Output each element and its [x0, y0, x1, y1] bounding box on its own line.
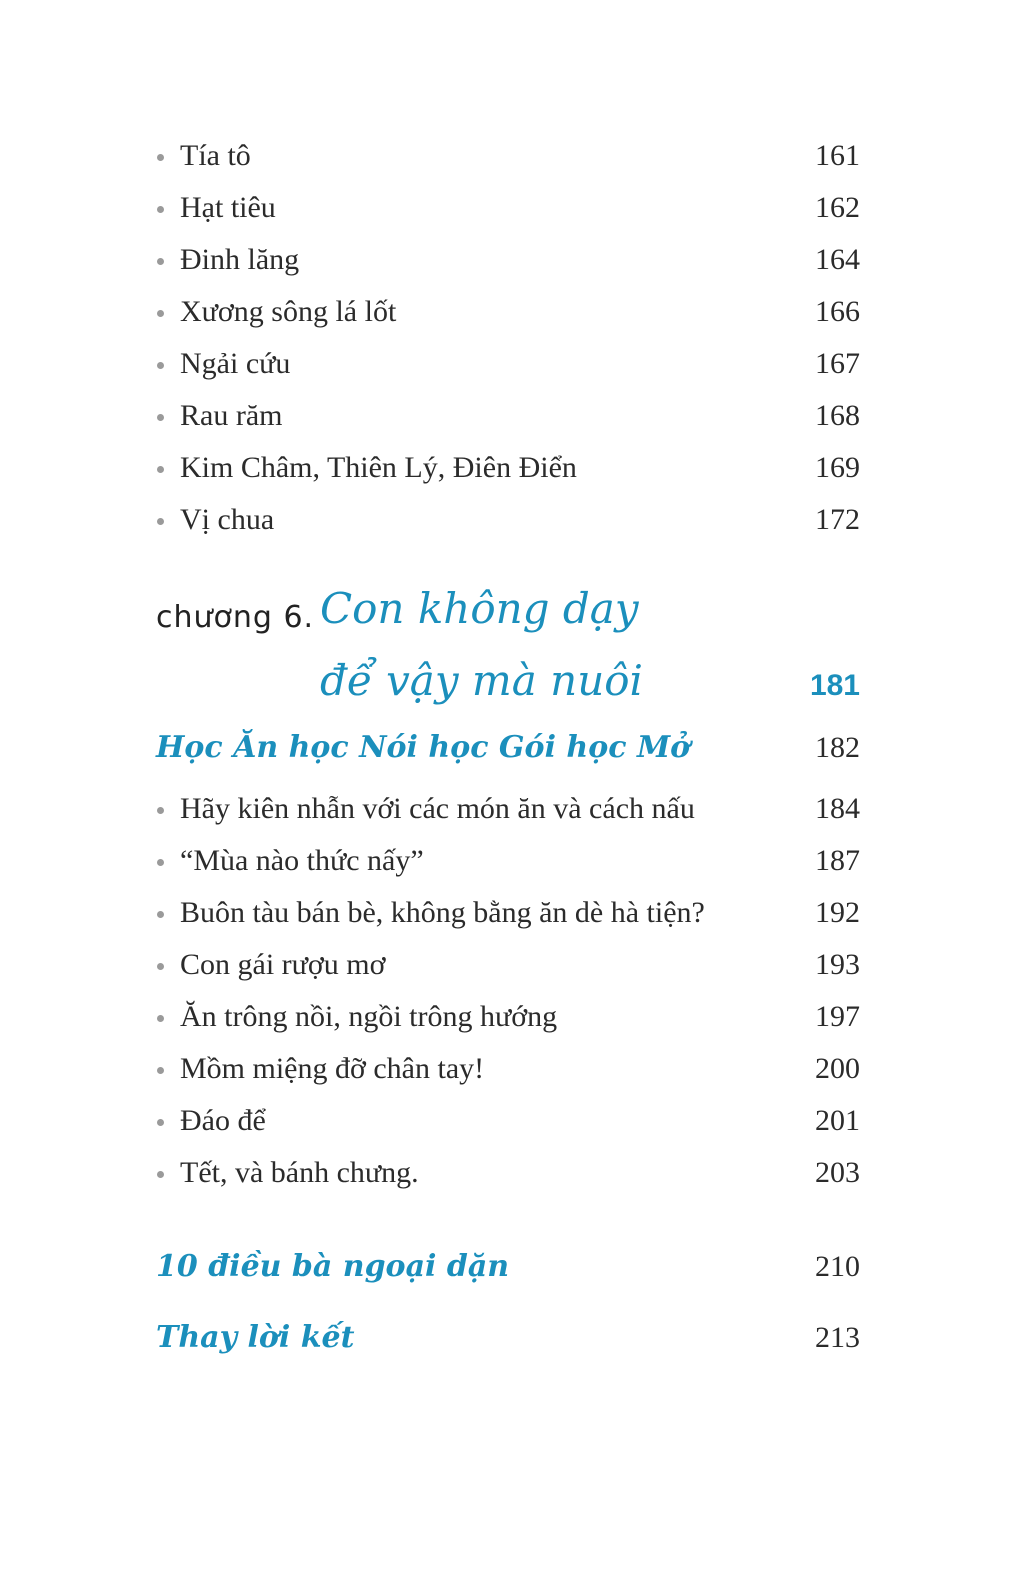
bullet-icon	[156, 390, 180, 442]
section-heading-row	[156, 1241, 860, 1293]
bullet-icon	[156, 1095, 180, 1147]
section-page: 210	[815, 1250, 860, 1283]
bullet-icon	[156, 130, 180, 182]
toc-entry-label: Đáo để	[180, 1104, 266, 1137]
bullet-icon	[156, 835, 180, 887]
toc-entry	[156, 442, 860, 494]
toc-entry-label: Đinh lăng	[180, 243, 300, 276]
section-page: 213	[815, 1321, 860, 1354]
toc-entry-label: “Mùa nào thức nấy”	[180, 844, 424, 877]
toc-entry-page: 187	[815, 844, 860, 877]
toc-entry	[156, 390, 860, 442]
bullet-icon	[156, 1147, 180, 1199]
toc-entry	[156, 1147, 860, 1199]
toc-entry	[156, 991, 860, 1043]
section-heading-row	[156, 1312, 860, 1364]
toc-entry-label: Tết, và bánh chưng.	[180, 1156, 419, 1189]
toc-entry-page: 184	[815, 792, 860, 825]
toc-entry-label: Con gái rượu mơ	[180, 948, 386, 981]
bullet-icon	[156, 939, 180, 991]
toc-entry-page: 166	[815, 295, 860, 328]
section-heading: Học Ăn học Nói học Gói học Mở	[156, 730, 691, 765]
bullet-icon	[156, 887, 180, 939]
toc-entry	[156, 130, 860, 182]
toc-entry-page: 200	[815, 1052, 860, 1085]
toc-entry-label: Buôn tàu bán bè, không bằng ăn dè hà tiện?	[180, 896, 705, 929]
toc-entry-page: 164	[815, 243, 860, 276]
chapter-title-line2: để vậy mà nuôi	[320, 656, 643, 705]
bullet-icon	[156, 1043, 180, 1095]
toc-entry-label: Hãy kiên nhẫn với các món ăn và cách nấu	[180, 792, 695, 825]
toc-entry	[156, 286, 860, 338]
section-heading: 10 điều bà ngoại dặn	[156, 1249, 510, 1284]
toc-entry	[156, 835, 860, 887]
toc-entry	[156, 1095, 860, 1147]
bullet-icon	[156, 286, 180, 338]
toc-entry-label: Ăn trông nồi, ngồi trông hướng	[180, 1000, 558, 1033]
toc-entry-label: Mồm miệng đỡ chân tay!	[180, 1052, 485, 1085]
toc-entry	[156, 494, 860, 546]
toc-entry-page: 167	[815, 347, 860, 380]
toc-entry-page: 192	[815, 896, 860, 929]
toc-entry	[156, 783, 860, 835]
toc-entry	[156, 182, 860, 234]
section-heading-row	[156, 722, 860, 774]
toc-entry-label: Hạt tiêu	[180, 191, 276, 224]
toc-entry-label: Rau răm	[180, 399, 283, 432]
bullet-icon	[156, 442, 180, 494]
toc-entry-page: 197	[815, 1000, 860, 1033]
toc-entry	[156, 939, 860, 991]
bullet-icon	[156, 991, 180, 1043]
toc-entry	[156, 234, 860, 286]
toc-entry-page: 161	[815, 139, 860, 172]
toc-entry	[156, 1043, 860, 1095]
toc-entry-page: 169	[815, 451, 860, 484]
chapter-prefix: chương 6.	[156, 600, 315, 635]
toc-entry-label: Tía tô	[180, 139, 251, 172]
bullet-icon	[156, 182, 180, 234]
toc-entry-page: 201	[815, 1104, 860, 1137]
toc-entry-page: 162	[815, 191, 860, 224]
toc-entry-label: Vị chua	[180, 503, 275, 536]
bullet-icon	[156, 783, 180, 835]
toc-entry-page: 172	[815, 503, 860, 536]
toc-entry-page: 203	[815, 1156, 860, 1189]
section-page: 182	[815, 731, 860, 764]
toc-entry-label: Ngải cứu	[180, 347, 291, 380]
bullet-icon	[156, 494, 180, 546]
toc-entry-page: 193	[815, 948, 860, 981]
section-heading: Thay lời kết	[156, 1320, 355, 1355]
chapter-page: 181	[809, 669, 860, 702]
toc-entry	[156, 338, 860, 390]
chapter-title-line1: Con không dạy	[320, 584, 639, 633]
bullet-icon	[156, 234, 180, 286]
bullet-icon	[156, 338, 180, 390]
toc-entry-label: Xương sông lá lốt	[180, 295, 397, 328]
toc-entry-label: Kim Châm, Thiên Lý, Điên Điển	[180, 451, 577, 484]
toc-entry	[156, 887, 860, 939]
toc-entry-page: 168	[815, 399, 860, 432]
chapter-page-row	[156, 660, 860, 712]
